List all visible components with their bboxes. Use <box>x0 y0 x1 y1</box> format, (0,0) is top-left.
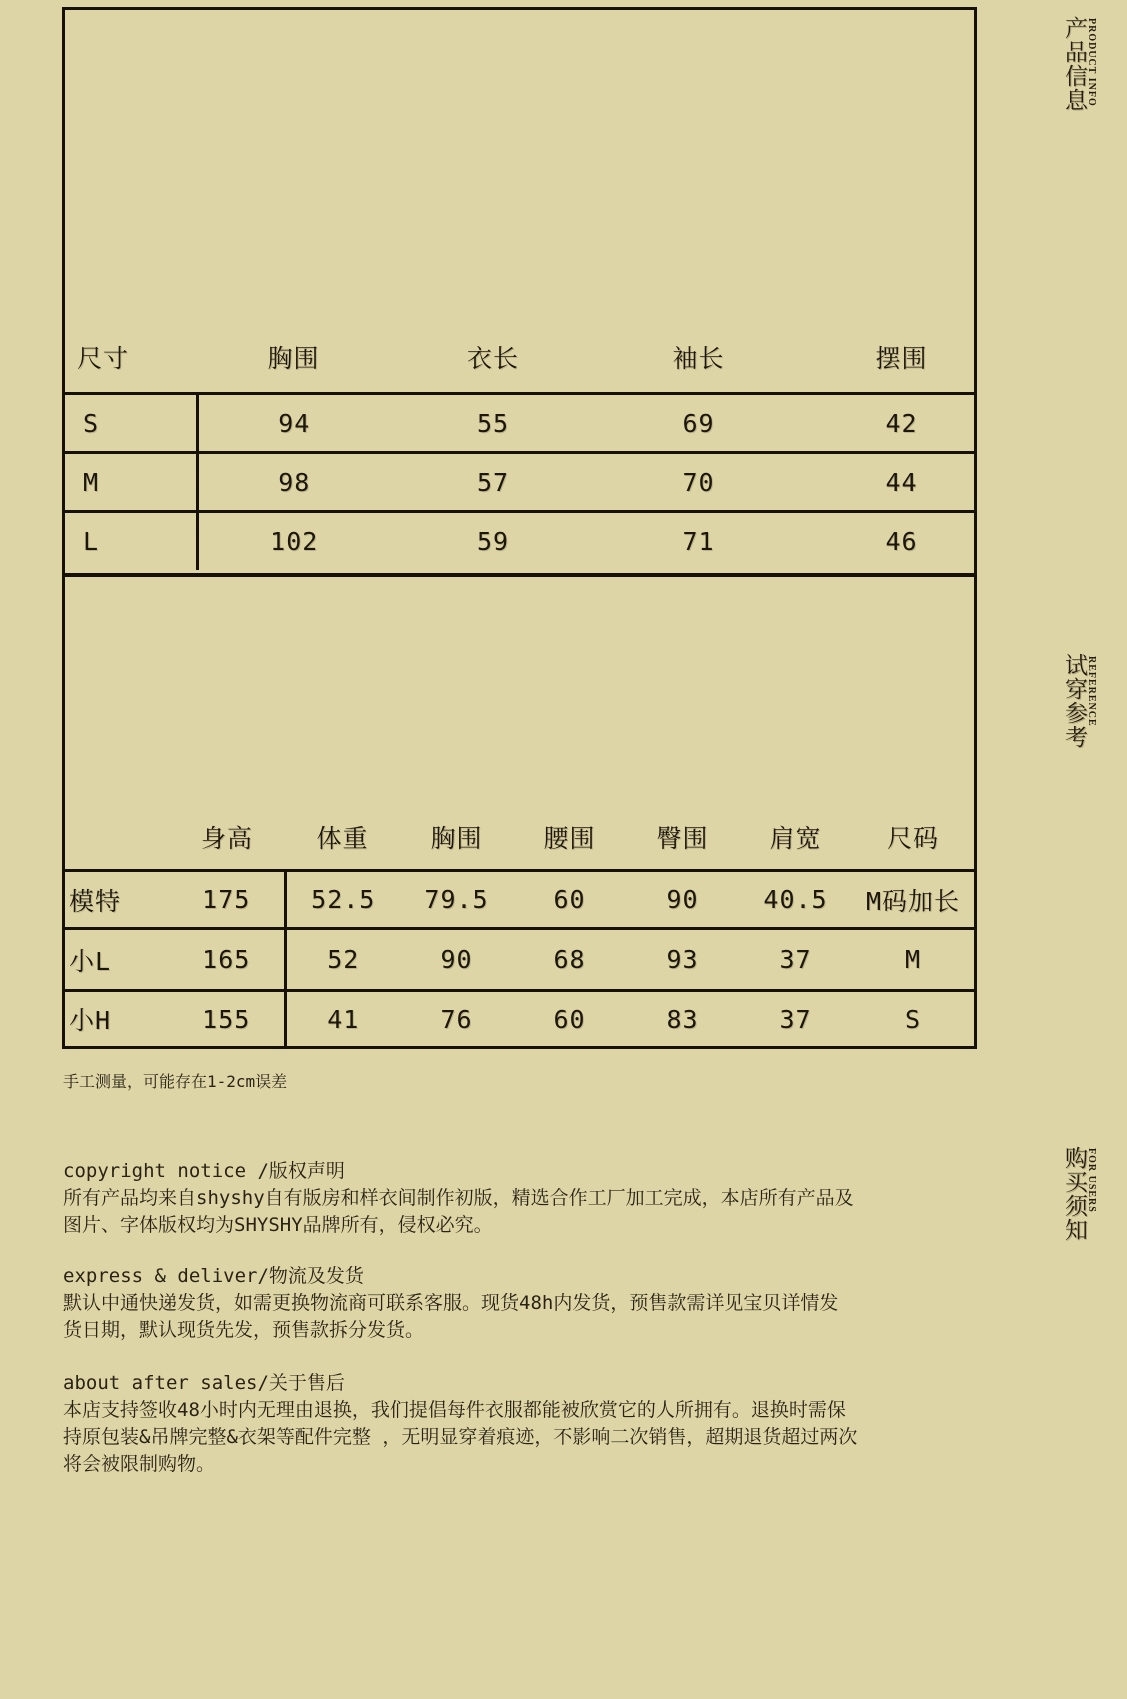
fit-cell: 60 <box>513 871 626 929</box>
after-sales-title: about after sales/关于售后 <box>63 1372 345 1394</box>
after-sales-text-line: 本店支持签收48小时内无理由退换，我们提倡每件衣服都能被欣赏它的人所拥有。退换时需保 <box>63 1399 846 1421</box>
section-divider-line <box>65 573 974 577</box>
fit-cell: 175 <box>169 871 285 929</box>
after-sales-section <box>63 1370 923 1478</box>
express-text-line: 货日期，默认现货先发，预售款拆分发货。 <box>63 1319 425 1341</box>
fit-cell: M <box>852 929 974 991</box>
fit-table-header <box>65 805 169 871</box>
side-label-reference-zh: 试穿参考 <box>1062 653 1087 749</box>
fit-cell: 90 <box>626 871 739 929</box>
fit-table-header: 腰围 <box>513 805 626 871</box>
size-table-row-m <box>65 453 974 512</box>
side-label-product-info-en: PRODUCT INFO <box>1086 18 1097 107</box>
side-label-for-users-en: FOR USERS <box>1086 1148 1097 1213</box>
fit-cell: 模特 <box>65 871 169 929</box>
size-cell: S <box>65 394 197 453</box>
fit-cell: 76 <box>440 1004 473 1034</box>
fit-table-header: 体重 <box>285 805 400 871</box>
fit-table-header: 尺码 <box>852 805 974 871</box>
fit-cell: 68 <box>513 929 626 991</box>
fit-cell: 小L <box>65 929 169 991</box>
size-cell: M <box>65 453 197 512</box>
size-cell: 42 <box>801 394 974 453</box>
size-cell: 44 <box>801 453 974 512</box>
size-table-row-l <box>65 512 974 571</box>
size-cell: 98 <box>197 453 390 512</box>
fit-cell: 93 <box>626 929 739 991</box>
fit-table-header: 身高 <box>169 805 285 871</box>
size-table-header: 胸围 <box>197 321 390 394</box>
fit-cell: 52.5 <box>285 871 400 929</box>
copyright-title: copyright notice /版权声明 <box>63 1160 345 1182</box>
fit-cell: 37 <box>779 1004 812 1034</box>
size-table-header: 摆围 <box>801 321 974 394</box>
size-cell: 59 <box>476 527 510 556</box>
size-cell: L <box>65 512 197 571</box>
copyright-text-line: 所有产品均来自shyshy自有版房和样衣间制作初版，精选合作工厂加工完成，本店所有产品及 <box>63 1187 854 1209</box>
copyright-text-line: 图片、字体版权均为SHYSHY品牌所有，侵权必究。 <box>63 1214 493 1236</box>
size-cell: 102 <box>270 527 319 556</box>
fit-table-header: 肩宽 <box>739 805 852 871</box>
fit-table-row-xiao-l <box>65 929 974 991</box>
fit-table-row-xiao-h <box>65 991 974 1047</box>
fit-table-header-row <box>65 805 974 871</box>
measurement-note: 手工测量，可能存在1-2cm误差 <box>63 1072 288 1091</box>
fit-cell: 60 <box>553 1004 586 1034</box>
side-label-reference-en: REFERENCE <box>1086 656 1097 727</box>
fit-table-header: 臀围 <box>626 805 739 871</box>
express-title: express & deliver/物流及发货 <box>63 1265 364 1287</box>
after-sales-text-line: 将会被限制购物。 <box>63 1453 216 1475</box>
size-table-header: 衣长 <box>390 321 596 394</box>
copyright-section <box>63 1158 923 1239</box>
fit-cell: 155 <box>169 991 285 1047</box>
size-table-header: 尺寸 <box>65 321 197 394</box>
size-cell: 94 <box>197 394 390 453</box>
size-cell: 69 <box>596 394 801 453</box>
fit-cell: M码加长 <box>852 871 974 929</box>
fit-cell: 165 <box>169 929 285 991</box>
size-cell: 70 <box>596 453 801 512</box>
after-sales-text-line: 持原包装&吊牌完整&衣架等配件完整 ，无明显穿着痕迹，不影响二次销售，超期退货超过两次 <box>63 1426 858 1448</box>
garment-size-table <box>65 321 974 570</box>
size-table-header: 袖长 <box>596 321 801 394</box>
size-cell: 46 <box>885 527 918 556</box>
fit-cell: 41 <box>327 1004 360 1034</box>
side-label-for-users-zh: 购买须知 <box>1062 1146 1087 1242</box>
fit-cell: 90 <box>400 929 513 991</box>
fit-table-header: 胸围 <box>400 805 513 871</box>
fit-cell: S <box>904 1004 922 1034</box>
size-cell: 55 <box>390 394 596 453</box>
fit-cell: 40.5 <box>739 871 852 929</box>
size-table-header-row <box>65 321 974 394</box>
size-table-row-s <box>65 394 974 453</box>
fit-cell: 37 <box>739 929 852 991</box>
express-deliver-section <box>63 1263 923 1344</box>
fit-cell: 52 <box>285 929 400 991</box>
size-cell: 71 <box>682 527 715 556</box>
size-cell: 57 <box>390 453 596 512</box>
express-text-line: 默认中通快递发货，如需更换物流商可联系客服。现货48h内发货，预售款需详见宝贝详情发 <box>63 1292 839 1314</box>
fit-cell: 79.5 <box>400 871 513 929</box>
side-label-product-info-zh: 产品信息 <box>1062 16 1087 112</box>
fit-cell: 小H <box>69 1006 112 1035</box>
fit-reference-table <box>65 805 974 1046</box>
fit-table-row-model <box>65 871 974 929</box>
fit-cell: 83 <box>666 1004 699 1034</box>
product-info-frame <box>62 7 977 1049</box>
